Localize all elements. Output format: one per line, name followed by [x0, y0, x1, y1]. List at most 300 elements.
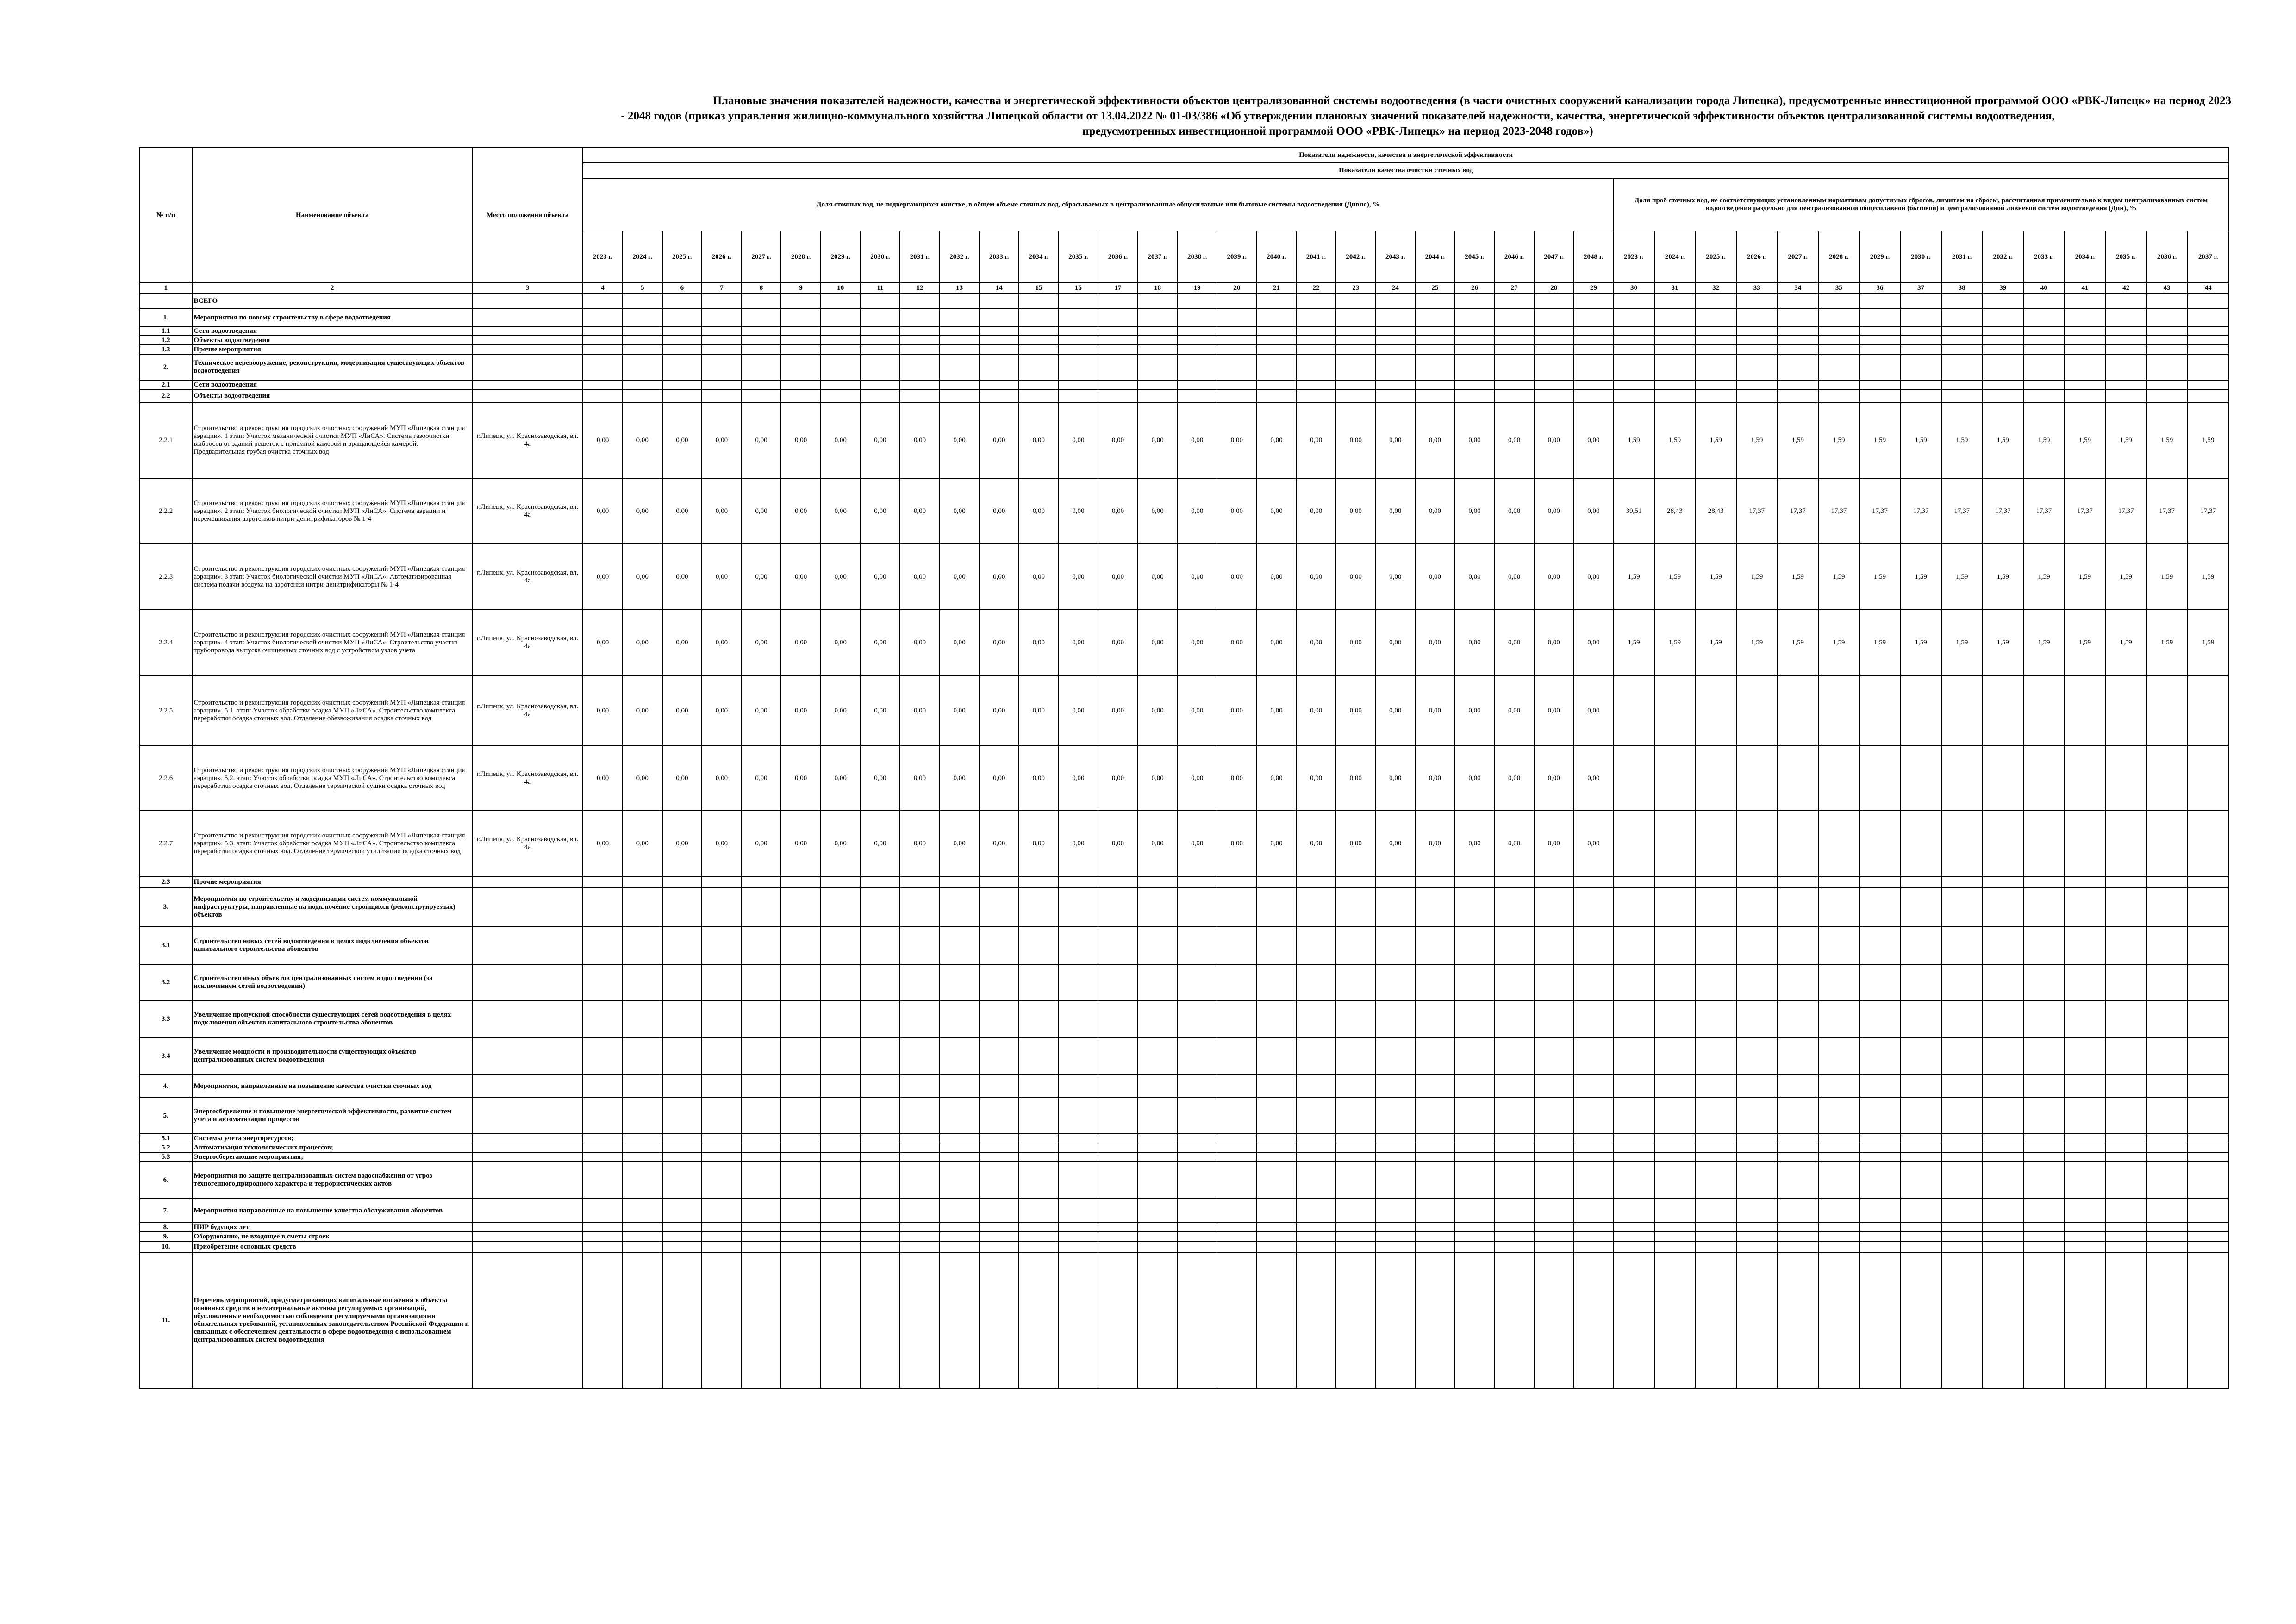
value-cell-a [979, 1232, 1019, 1241]
value-cell-b [2023, 326, 2065, 336]
value-cell-b [1695, 1162, 1736, 1199]
year-header-a: 2045 г. [1455, 231, 1495, 283]
value-cell-a [1534, 1162, 1574, 1199]
value-cell-a: 0,00 [979, 544, 1019, 610]
value-cell-a: 0,00 [1177, 544, 1217, 610]
value-cell-a: 0,00 [623, 610, 662, 675]
value-cell-b [2187, 326, 2229, 336]
table-row [139, 1134, 2229, 1143]
row-number: 2.2 [139, 389, 193, 402]
year-header-b: 2036 г. [2146, 231, 2188, 283]
value-cell-b [1900, 1074, 1941, 1098]
value-cell-a [821, 336, 861, 345]
value-cell-a: 0,00 [583, 478, 623, 544]
value-cell-a: 0,00 [1455, 811, 1495, 876]
value-cell-a [1019, 964, 1059, 1000]
value-cell-a [1415, 389, 1455, 402]
value-cell-b [2023, 746, 2065, 811]
value-cell-b [1900, 1037, 1941, 1074]
value-cell-a [1257, 876, 1297, 887]
value-cell-a [1217, 1241, 1257, 1252]
value-cell-a [1336, 345, 1376, 354]
value-cell-a [1059, 1252, 1098, 1388]
value-cell-a [821, 380, 861, 389]
value-cell-b [1983, 1232, 2024, 1241]
row-name: Мероприятия, направленные на повышение качества очистки сточных вод [193, 1074, 473, 1098]
value-cell-a [1177, 293, 1217, 309]
value-cell-b [2065, 1252, 2106, 1388]
value-cell-b [1613, 309, 1654, 326]
value-cell-a [1059, 1000, 1098, 1037]
value-cell-a [1534, 293, 1574, 309]
value-cell-a [1257, 1152, 1297, 1162]
value-cell-b [1941, 1241, 1983, 1252]
value-cell-b [1941, 1098, 1983, 1134]
value-cell-a [1296, 389, 1336, 402]
table-row [139, 887, 2229, 926]
value-cell-b [1736, 1223, 1778, 1232]
row-name: Строительство и реконструкция городских очистных сооружений МУП «Липецкая станция аэрации». 5.1. этап: Участок обработки осадка МУП «ЛиСА». Строительство комплекса переработки осадка сточных вод. Отделение обезвоживания осадка сточных вод [193, 675, 473, 746]
value-cell-b [1654, 675, 1696, 746]
value-cell-b: 1,59 [2105, 610, 2146, 675]
value-cell-b [1736, 309, 1778, 326]
value-cell-a [583, 876, 623, 887]
value-cell-b [2105, 1162, 2146, 1199]
value-cell-a [1257, 389, 1297, 402]
value-cell-a [702, 887, 742, 926]
value-cell-a [861, 1223, 900, 1232]
value-cell-a: 0,00 [742, 610, 781, 675]
value-cell-a: 0,00 [702, 478, 742, 544]
value-cell-a [1455, 345, 1495, 354]
value-cell-a [1098, 926, 1138, 964]
year-header-b: 2033 г. [2023, 231, 2065, 283]
row-name: Строительство и реконструкция городских очистных сооружений МУП «Липецкая станция аэрации». 5.2. этап: Участок обработки осадка МУП «ЛиСА». Строительство комплекса переработки осадка сточных вод. Отделение термической сушки осадка сточных вод [193, 746, 473, 811]
value-cell-b [1654, 1143, 1696, 1152]
value-cell-b [2065, 1223, 2106, 1232]
value-cell-a [1217, 1199, 1257, 1223]
value-cell-b [1983, 1143, 2024, 1152]
value-cell-a [1415, 293, 1455, 309]
value-cell-a [979, 1143, 1019, 1152]
value-cell-a [662, 380, 702, 389]
table-row [139, 478, 2229, 544]
value-cell-a [1098, 1223, 1138, 1232]
value-cell-a [900, 1223, 940, 1232]
row-number [139, 293, 193, 309]
value-cell-b [1654, 309, 1696, 326]
column-number: 18 [1138, 283, 1178, 293]
value-cell-a [1376, 876, 1416, 887]
value-cell-a [742, 876, 781, 887]
value-cell-a [662, 1134, 702, 1143]
value-cell-a [1019, 1037, 1059, 1074]
value-cell-b [2105, 1037, 2146, 1074]
value-cell-b [2146, 1143, 2188, 1152]
value-cell-a [1019, 1223, 1059, 1232]
value-cell-b: 1,59 [1695, 402, 1736, 478]
value-cell-a [1217, 1134, 1257, 1143]
column-number: 24 [1376, 283, 1416, 293]
value-cell-b [1859, 1162, 1901, 1199]
value-cell-a [781, 1223, 821, 1232]
value-cell-a [1296, 354, 1336, 380]
value-cell-b: 1,59 [1859, 402, 1901, 478]
value-cell-a: 0,00 [1574, 478, 1614, 544]
value-cell-b [1900, 1000, 1941, 1037]
value-cell-a: 0,00 [861, 402, 900, 478]
year-header-a: 2031 г. [900, 231, 940, 283]
value-cell-b [1736, 1152, 1778, 1162]
value-cell-a: 0,00 [1415, 610, 1455, 675]
value-cell-a: 0,00 [1455, 544, 1495, 610]
table-row [139, 1098, 2229, 1134]
value-cell-b [1983, 1098, 2024, 1134]
value-cell-a [861, 380, 900, 389]
value-cell-a: 0,00 [781, 544, 821, 610]
value-cell-a [1296, 1232, 1336, 1241]
value-cell-a [742, 1162, 781, 1199]
value-cell-b [1818, 1223, 1859, 1232]
value-cell-a [1296, 380, 1336, 389]
value-cell-a [1494, 326, 1534, 336]
value-cell-b [2023, 1098, 2065, 1134]
value-cell-a [1296, 326, 1336, 336]
value-cell-a [742, 887, 781, 926]
value-cell-a [702, 1241, 742, 1252]
value-cell-a [1257, 1000, 1297, 1037]
table-row [139, 1241, 2229, 1252]
value-cell-b [1736, 1000, 1778, 1037]
value-cell-b [1859, 1152, 1901, 1162]
value-cell-a [1296, 876, 1336, 887]
value-cell-a [742, 964, 781, 1000]
value-cell-b [2105, 811, 2146, 876]
value-cell-a [662, 887, 702, 926]
row-number: 1. [139, 309, 193, 326]
value-cell-b [1859, 1000, 1901, 1037]
value-cell-a [702, 326, 742, 336]
value-cell-b [1859, 1223, 1901, 1232]
column-number: 1 [139, 283, 193, 293]
value-cell-b [1695, 1252, 1736, 1388]
value-cell-a: 0,00 [742, 544, 781, 610]
value-cell-a [821, 1232, 861, 1241]
value-cell-a [1217, 926, 1257, 964]
value-cell-a [583, 1223, 623, 1232]
value-cell-b [1941, 811, 1983, 876]
value-cell-a [1138, 380, 1178, 389]
value-cell-b [1941, 1199, 1983, 1223]
value-cell-a [1455, 1199, 1495, 1223]
value-cell-a: 0,00 [1376, 746, 1416, 811]
value-cell-a [821, 326, 861, 336]
value-cell-a [1376, 1037, 1416, 1074]
value-cell-b [1859, 811, 1901, 876]
value-cell-b [2065, 326, 2106, 336]
table-row [139, 1199, 2229, 1223]
value-cell-b [2105, 326, 2146, 336]
value-cell-a [1257, 1232, 1297, 1241]
value-cell-a: 0,00 [1376, 675, 1416, 746]
value-cell-a [861, 389, 900, 402]
value-cell-a [623, 1162, 662, 1199]
value-cell-b [1983, 1241, 2024, 1252]
value-cell-a [1138, 876, 1178, 887]
value-cell-a [662, 309, 702, 326]
value-cell-b [1941, 675, 1983, 746]
year-header-a: 2023 г. [583, 231, 623, 283]
value-cell-b [1736, 1252, 1778, 1388]
value-cell-b [2023, 1134, 2065, 1143]
value-cell-b: 39,51 [1613, 478, 1654, 544]
row-number: 2.1 [139, 380, 193, 389]
row-place [472, 887, 583, 926]
year-header-a: 2038 г. [1177, 231, 1217, 283]
value-cell-a [1534, 964, 1574, 1000]
value-cell-b: 1,59 [1983, 610, 2024, 675]
value-cell-a: 0,00 [583, 811, 623, 876]
value-cell-a [1019, 1199, 1059, 1223]
value-cell-b [1613, 389, 1654, 402]
year-header-b: 2028 г. [1818, 231, 1859, 283]
value-cell-a [662, 293, 702, 309]
value-cell-b [2146, 326, 2188, 336]
value-cell-a [583, 1098, 623, 1134]
value-cell-a [1415, 1232, 1455, 1241]
value-cell-a [623, 389, 662, 402]
value-cell-a [742, 1074, 781, 1098]
value-cell-b [1654, 1232, 1696, 1241]
value-cell-b [1818, 1000, 1859, 1037]
value-cell-b [1900, 811, 1941, 876]
value-cell-b [1941, 1143, 1983, 1152]
value-cell-a [1494, 964, 1534, 1000]
row-name: Строительство и реконструкция городских очистных сооружений МУП «Липецкая станция аэрации». 4 этап: Участок биологической очистки МУП «ЛиСА». Строительство участка трубопровода выпуска очищенных сточных вод с устройством узлов учета [193, 610, 473, 675]
header-group-sub: Показатели качества очистки сточных вод [583, 163, 2229, 178]
value-cell-a: 0,00 [1534, 402, 1574, 478]
value-cell-a [940, 1199, 980, 1223]
value-cell-a: 0,00 [1376, 544, 1416, 610]
value-cell-a [1257, 1037, 1297, 1074]
value-cell-a [781, 1098, 821, 1134]
value-cell-a [1138, 1252, 1178, 1388]
row-place: г.Липецк, ул. Краснозаводская, вл. 4а [472, 478, 583, 544]
value-cell-a [1138, 1143, 1178, 1152]
value-cell-b [1736, 1037, 1778, 1074]
year-header-b: 2023 г. [1613, 231, 1654, 283]
value-cell-b [1818, 1134, 1859, 1143]
value-cell-b: 1,59 [2187, 544, 2229, 610]
column-number: 34 [1778, 283, 1819, 293]
value-cell-b [1613, 380, 1654, 389]
value-cell-b [2146, 887, 2188, 926]
table-row [139, 1074, 2229, 1098]
column-number: 38 [1941, 283, 1983, 293]
value-cell-a [1257, 345, 1297, 354]
value-cell-b [1778, 1074, 1819, 1098]
value-cell-a [1217, 354, 1257, 380]
value-cell-a [1455, 887, 1495, 926]
value-cell-a [940, 326, 980, 336]
value-cell-a [623, 1074, 662, 1098]
value-cell-a: 0,00 [781, 675, 821, 746]
value-cell-b [2187, 887, 2229, 926]
value-cell-a [1534, 354, 1574, 380]
value-cell-a: 0,00 [1098, 478, 1138, 544]
value-cell-a [742, 926, 781, 964]
value-cell-a [1376, 1223, 1416, 1232]
column-number: 15 [1019, 283, 1059, 293]
value-cell-a: 0,00 [1177, 811, 1217, 876]
value-cell-a [1574, 389, 1614, 402]
value-cell-b [1695, 1134, 1736, 1143]
table-row [139, 1223, 2229, 1232]
value-cell-a [979, 964, 1019, 1000]
value-cell-a: 0,00 [979, 610, 1019, 675]
value-cell-b [2023, 1143, 2065, 1152]
value-cell-a: 0,00 [1257, 610, 1297, 675]
value-cell-a [940, 1098, 980, 1134]
value-cell-b: 1,59 [2023, 544, 2065, 610]
value-cell-b [1859, 380, 1901, 389]
value-cell-a [1177, 345, 1217, 354]
value-cell-a [623, 1241, 662, 1252]
value-cell-a [1059, 964, 1098, 1000]
value-cell-a [1217, 326, 1257, 336]
value-cell-b [2023, 309, 2065, 326]
value-cell-a: 0,00 [1296, 675, 1336, 746]
value-cell-a [583, 887, 623, 926]
value-cell-b [1613, 1152, 1654, 1162]
value-cell-b [2146, 1134, 2188, 1143]
value-cell-a [1098, 293, 1138, 309]
value-cell-a: 0,00 [861, 811, 900, 876]
page-title [444, 93, 2231, 139]
value-cell-b [1818, 1074, 1859, 1098]
value-cell-a [1217, 309, 1257, 326]
value-cell-a [1217, 964, 1257, 1000]
value-cell-a [1455, 380, 1495, 389]
value-cell-a [702, 1000, 742, 1037]
value-cell-a [1019, 887, 1059, 926]
value-cell-b [2187, 389, 2229, 402]
value-cell-a [702, 1223, 742, 1232]
row-number: 2.2.1 [139, 402, 193, 478]
value-cell-a [940, 1252, 980, 1388]
value-cell-b [1818, 1098, 1859, 1134]
value-cell-a: 0,00 [583, 544, 623, 610]
value-cell-b [1654, 746, 1696, 811]
value-cell-b [2105, 293, 2146, 309]
value-cell-b [1900, 876, 1941, 887]
value-cell-a [1336, 336, 1376, 345]
value-cell-a [1455, 926, 1495, 964]
value-cell-b [2023, 1162, 2065, 1199]
value-cell-b [2105, 675, 2146, 746]
value-cell-a [1257, 887, 1297, 926]
column-number: 31 [1654, 283, 1696, 293]
value-cell-b: 17,37 [1900, 478, 1941, 544]
value-cell-a [1257, 1252, 1297, 1388]
value-cell-a [1059, 1232, 1098, 1241]
value-cell-b: 17,37 [1778, 478, 1819, 544]
value-cell-b: 1,59 [1900, 544, 1941, 610]
column-number: 42 [2105, 283, 2146, 293]
value-cell-a [583, 389, 623, 402]
value-cell-b: 17,37 [2146, 478, 2188, 544]
value-cell-b [1695, 887, 1736, 926]
value-cell-a [1019, 1143, 1059, 1152]
value-cell-b [1941, 345, 1983, 354]
value-cell-a [1296, 1162, 1336, 1199]
value-cell-a [940, 876, 980, 887]
column-number: 37 [1900, 283, 1941, 293]
value-cell-b [1983, 1252, 2024, 1388]
value-cell-b [1859, 336, 1901, 345]
value-cell-b [2065, 309, 2106, 326]
row-name: Мероприятия по новому строительству в сфере водоотведения [193, 309, 473, 326]
table-row [139, 926, 2229, 964]
value-cell-b [2023, 1000, 2065, 1037]
value-cell-a: 0,00 [861, 478, 900, 544]
value-cell-b [1695, 1223, 1736, 1232]
year-header-b: 2034 г. [2065, 231, 2106, 283]
row-number: 6. [139, 1162, 193, 1199]
value-cell-a [861, 876, 900, 887]
value-cell-b [2187, 926, 2229, 964]
value-cell-a [1534, 1232, 1574, 1241]
row-number: 4. [139, 1074, 193, 1098]
value-cell-a: 0,00 [1059, 610, 1098, 675]
value-cell-a [1534, 1074, 1574, 1098]
value-cell-a: 0,00 [1098, 610, 1138, 675]
value-cell-a [583, 380, 623, 389]
value-cell-a [742, 326, 781, 336]
value-cell-a [861, 1162, 900, 1199]
value-cell-a [900, 1098, 940, 1134]
value-cell-a [821, 1134, 861, 1143]
value-cell-b [1818, 811, 1859, 876]
row-place: г.Липецк, ул. Краснозаводская, вл. 4а [472, 811, 583, 876]
value-cell-b [1695, 336, 1736, 345]
value-cell-a [623, 964, 662, 1000]
value-cell-a [1574, 1000, 1614, 1037]
value-cell-b [1818, 1252, 1859, 1388]
row-number: 3.3 [139, 1000, 193, 1037]
value-cell-a [1415, 1037, 1455, 1074]
value-cell-a [861, 345, 900, 354]
value-cell-b [1941, 1074, 1983, 1098]
header-col-no: № п/п [139, 148, 193, 283]
value-cell-b [1778, 1152, 1819, 1162]
value-cell-a: 0,00 [623, 675, 662, 746]
table-row [139, 402, 2229, 478]
row-number: 9. [139, 1232, 193, 1241]
value-cell-b: 1,59 [2023, 402, 2065, 478]
value-cell-a [1296, 1241, 1336, 1252]
value-cell-a: 0,00 [1336, 675, 1376, 746]
year-header-a: 2027 г. [742, 231, 781, 283]
value-cell-a [1257, 926, 1297, 964]
row-name: Объекты водоотведения [193, 389, 473, 402]
value-cell-a: 0,00 [1376, 478, 1416, 544]
value-cell-a [1019, 345, 1059, 354]
value-cell-a: 0,00 [702, 746, 742, 811]
table-row [139, 876, 2229, 887]
value-cell-b [1941, 746, 1983, 811]
value-cell-a [1138, 326, 1178, 336]
